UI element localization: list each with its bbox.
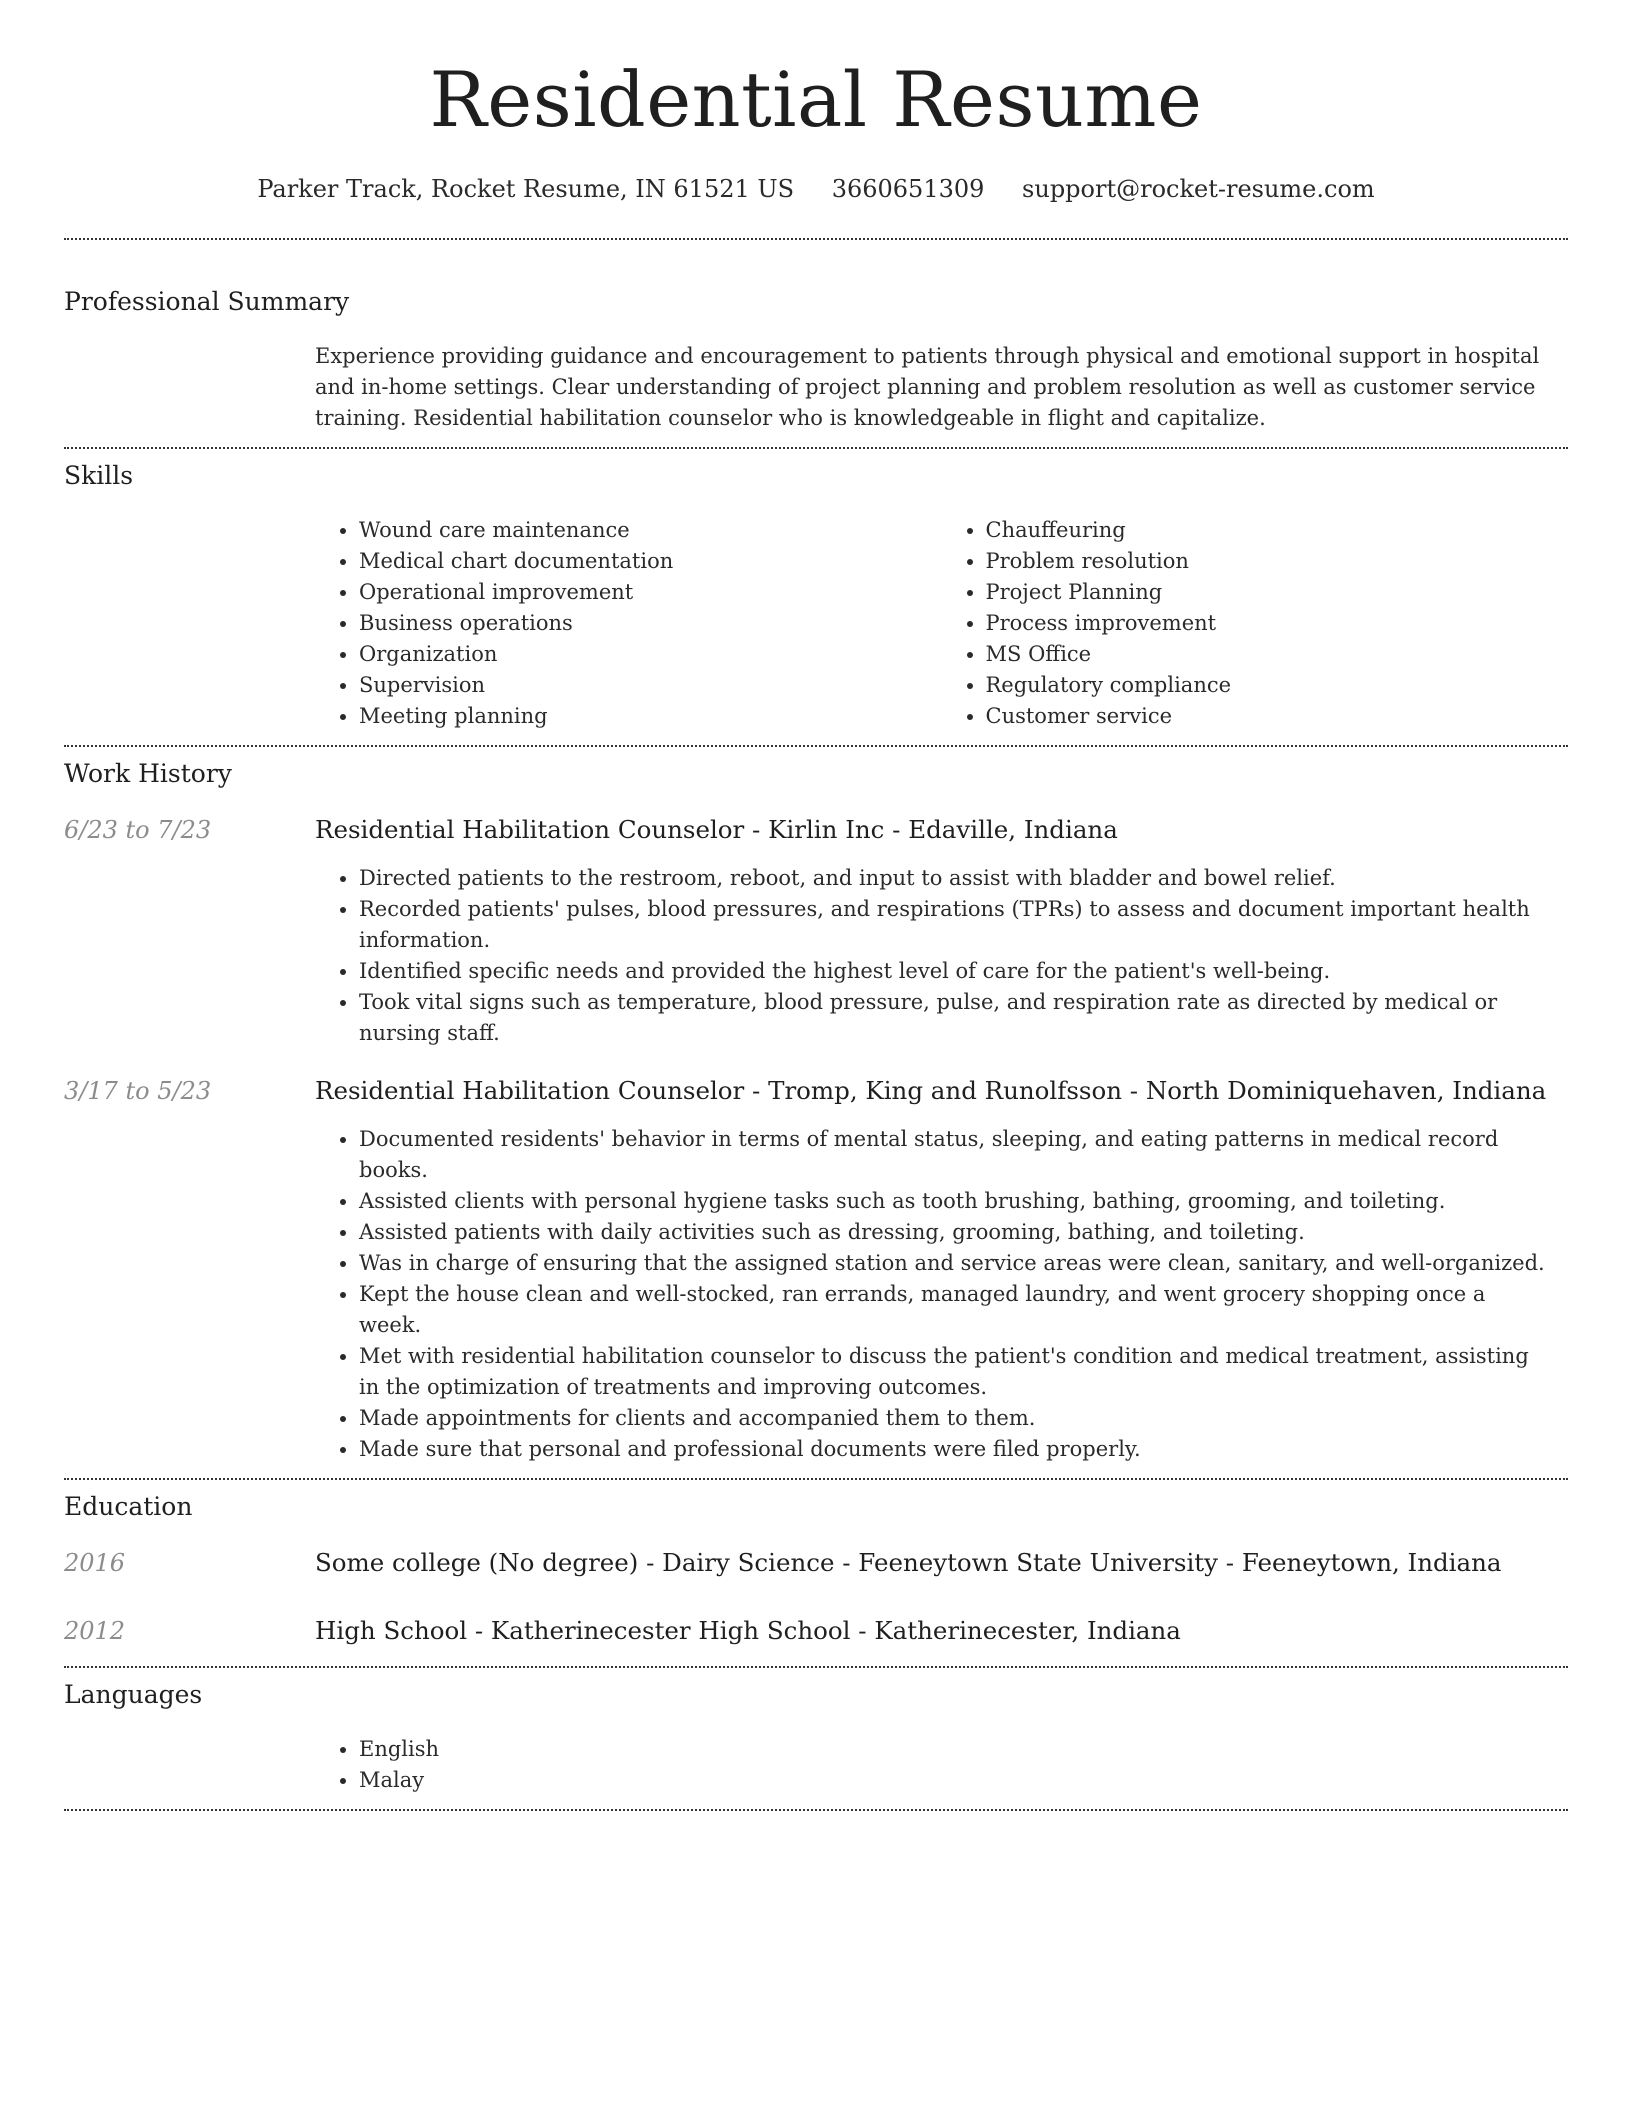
job-bullet: • Made sure that personal and professional documents were filed properly. [359, 1434, 1548, 1465]
job-bullet: • Was in charge of ensuring that the assigned station and service areas were clean, sanitary, and well-organized. [359, 1248, 1548, 1279]
work-section [64, 758, 1568, 1465]
skill-item: • Operational improvement [359, 577, 942, 608]
education-title: Education [64, 1492, 193, 1521]
skill-item: • Business operations [359, 608, 942, 639]
divider [64, 238, 1568, 240]
skill-item: • Process improvement [986, 608, 1569, 639]
job-dates: 3/17 to 5/23 [64, 1077, 212, 1105]
divider [64, 745, 1568, 747]
education-year: 2016 [64, 1549, 126, 1577]
contact-info [64, 174, 1568, 204]
skill-item: • Problem resolution [986, 546, 1569, 577]
divider [64, 1809, 1568, 1811]
job-bullets [315, 863, 1568, 1049]
job-dates: 6/23 to 7/23 [64, 816, 212, 844]
skills-list-left [315, 515, 942, 732]
divider [64, 1666, 1568, 1668]
summary-section [64, 286, 1568, 434]
skill-item: • Medical chart documentation [359, 546, 942, 577]
summary-title: Professional Summary [64, 287, 350, 316]
job-header-row [64, 814, 1568, 846]
skill-item: • Chauffeuring [986, 515, 1569, 546]
skills-list-right [942, 515, 1569, 732]
skills-title: Skills [64, 461, 134, 490]
education-year: 2012 [64, 1617, 126, 1645]
job-bullet: • Took vital signs such as temperature, blood pressure, pulse, and respiration rate as directed by medical or nursing staff. [359, 987, 1548, 1049]
summary-text: Experience providing guidance and encouragement to patients through physical and emotional support in hospital and in-home settings. Clear understanding of project planning and problem resolution as well as customer service training. Residential habilitation counselor who is knowledgeable in flight and capitalize. [315, 344, 1540, 430]
job-bullet: • Met with residential habilitation counselor to discuss the patient's condition and medical treatment, assisting in the optimization of treatments and improving outcomes. [359, 1341, 1548, 1403]
skill-item: • Meeting planning [359, 701, 942, 732]
job-bullet: • Directed patients to the restroom, reboot, and input to assist with bladder and bowel relief. [359, 863, 1548, 894]
job-bullet: • Identified specific needs and provided the highest level of care for the patient's well-being. [359, 956, 1548, 987]
languages-title: Languages [64, 1680, 203, 1709]
education-section [64, 1491, 1568, 1647]
skills-columns [315, 515, 1568, 732]
job-bullet: • Kept the house clean and well-stocked, ran errands, managed laundry, and went grocery shopping once a week. [359, 1279, 1548, 1341]
address: Parker Track, Rocket Resume, IN 61521 US [257, 175, 795, 203]
education-entry [64, 1547, 1568, 1579]
education-entry [64, 1615, 1568, 1647]
skill-item: • Project Planning [986, 577, 1569, 608]
education-text: Some college (No degree) - Dairy Science - Feeneytown State University - Feeneytown, Indiana [315, 1548, 1502, 1577]
job-bullet: • Assisted patients with daily activities such as dressing, grooming, bathing, and toileting. [359, 1217, 1548, 1248]
resume-name: Residential Resume [429, 55, 1203, 144]
skill-item: • MS Office [986, 639, 1569, 670]
job-bullet: • Recorded patients' pulses, blood pressures, and respirations (TPRs) to assess and document important health information. [359, 894, 1548, 956]
job-bullets [315, 1124, 1568, 1465]
language-item: • English [359, 1734, 1568, 1765]
divider [64, 447, 1568, 449]
skill-item: • Regulatory compliance [986, 670, 1569, 701]
languages-list-wrap [315, 1734, 1568, 1796]
job-header-row [64, 1075, 1568, 1107]
languages-section [64, 1679, 1568, 1796]
resume-page [64, 0, 1568, 1811]
skills-section [64, 460, 1568, 732]
job-entry [64, 1075, 1568, 1465]
email: support@rocket-resume.com [1022, 175, 1375, 203]
work-title: Work History [64, 759, 232, 788]
language-item: • Malay [359, 1765, 1568, 1796]
job-bullet: • Made appointments for clients and accompanied them to them. [359, 1403, 1548, 1434]
skill-item: • Wound care maintenance [359, 515, 942, 546]
skill-item: • Customer service [986, 701, 1569, 732]
job-heading: Residential Habilitation Counselor - Kirlin Inc - Edaville, Indiana [315, 815, 1118, 844]
job-bullet: • Documented residents' behavior in terms of mental status, sleeping, and eating patterns in medical record books. [359, 1124, 1548, 1186]
divider [64, 1478, 1568, 1480]
languages-list [315, 1734, 1568, 1796]
job-heading: Residential Habilitation Counselor - Tromp, King and Runolfsson - North Dominiquehaven, Indiana [315, 1076, 1547, 1105]
job-entry [64, 814, 1568, 1049]
skill-item: • Organization [359, 639, 942, 670]
job-bullet: • Assisted clients with personal hygiene tasks such as tooth brushing, bathing, grooming, and toileting. [359, 1186, 1548, 1217]
phone: 3660651309 [831, 175, 985, 203]
skill-item: • Supervision [359, 670, 942, 701]
education-text: High School - Katherinecester High School - Katherinecester, Indiana [315, 1616, 1181, 1645]
